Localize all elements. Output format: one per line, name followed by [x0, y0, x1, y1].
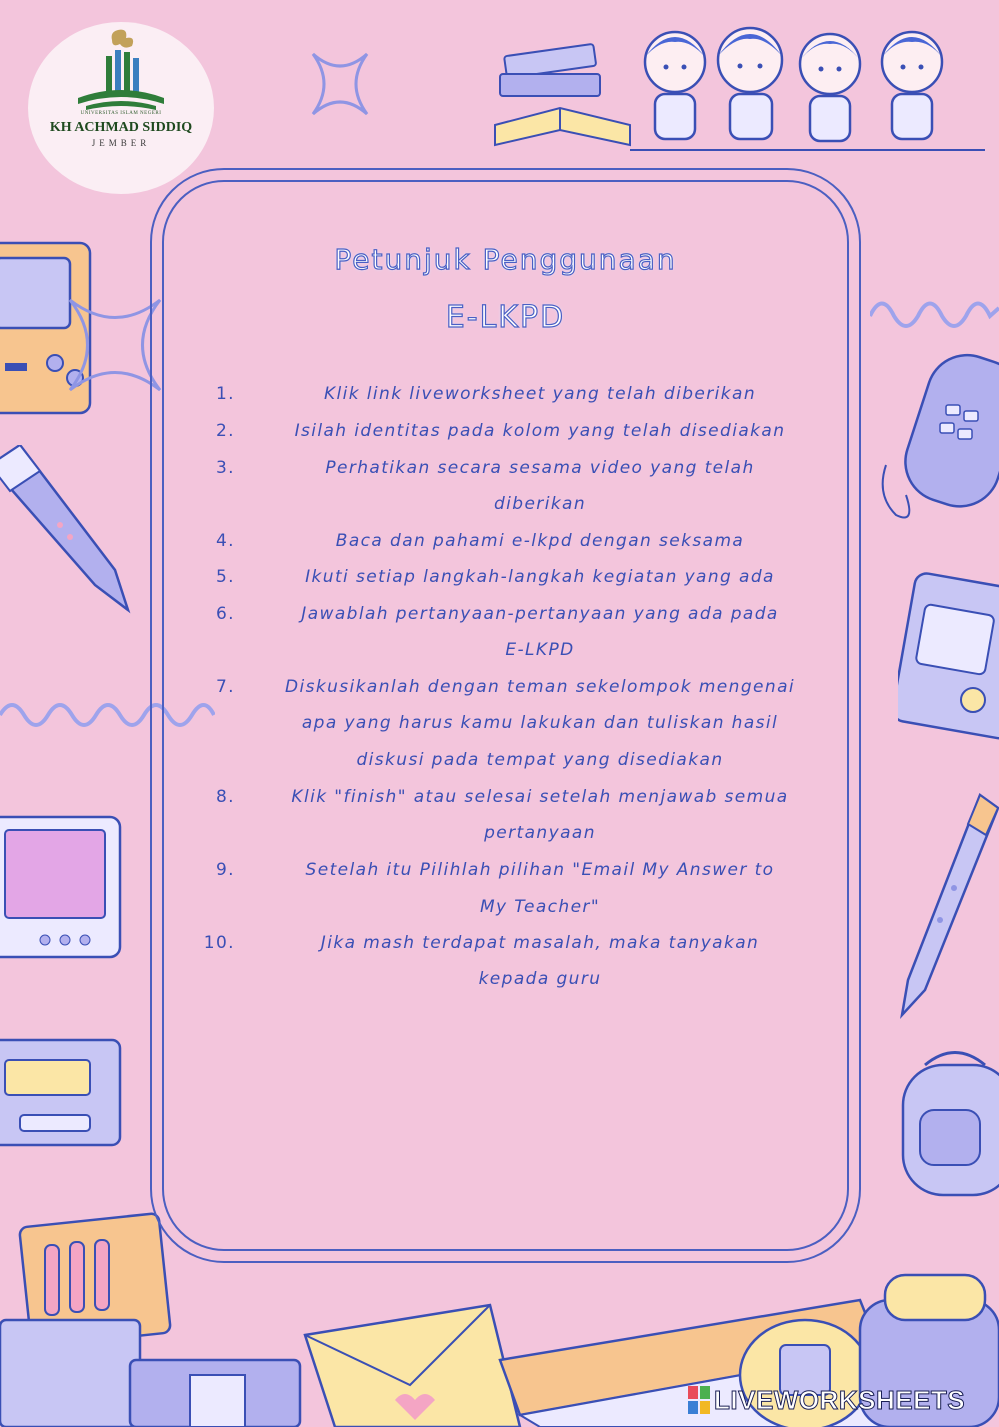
instruction-text: Baca dan pahami e-lkpd dengan seksama — [335, 531, 745, 551]
instruction-text: Klik link liveworksheet yang telah diberikan — [323, 384, 757, 404]
instruction-text: pertanyaan — [484, 823, 596, 843]
liveworksheets-logo-icon — [688, 1386, 710, 1414]
instruction-text: Diskusikanlah dengan teman sekelompok mengenai — [284, 677, 796, 697]
instruction-text: Jika mash terdapat masalah, maka tanyakan — [320, 933, 760, 953]
instruction-number: 2. — [215, 421, 235, 441]
zigzag-decoration-icon — [870, 286, 999, 336]
instruction-number: 1. — [215, 384, 235, 404]
books-icon — [490, 30, 640, 160]
children-illustration-icon — [630, 12, 985, 162]
instruction-number: 4. — [215, 531, 235, 551]
backpack-icon — [895, 1040, 999, 1200]
logo-university-line: UNIVERSITAS ISLAM NEGERI — [80, 111, 162, 116]
instruction-number: 10. — [203, 933, 235, 953]
instruction-number: 6. — [215, 604, 235, 624]
university-logo — [28, 22, 214, 194]
instruction-number: 5. — [215, 567, 235, 587]
instruction-text: My Teacher" — [479, 897, 601, 917]
instruction-text: apa yang harus kamu lakukan dan tuliskan hasil — [301, 713, 779, 733]
instruction-text: Ikuti setiap langkah-langkah kegiatan yang ada — [305, 567, 775, 587]
instruction-text: Jawablah pertanyaan-pertanyaan yang ada pada — [301, 604, 779, 624]
instruction-number: 7. — [215, 677, 235, 697]
telephone-icon — [876, 345, 999, 530]
instruction-text: Setelah itu Pilihlah pilihan "Email My Answer to — [305, 860, 775, 880]
logo-city: JEMBER — [91, 138, 151, 148]
instruction-number: 8. — [215, 787, 235, 807]
liveworksheets-watermark — [688, 1380, 965, 1420]
cassette-tape-icon — [0, 1030, 130, 1155]
instruction-text: diberikan — [493, 494, 587, 514]
instruction-text: Perhatikan secara sesama video yang telah — [325, 458, 755, 478]
instruction-number: 3. — [215, 458, 235, 478]
sparkle-icon — [305, 48, 375, 120]
pen-icon — [0, 445, 135, 615]
watermark-text: LIVEWORKSHEETS — [714, 1384, 966, 1415]
instruction-text: E-LKPD — [505, 640, 575, 660]
pen-icon — [890, 790, 999, 1020]
instruction-text: Klik "finish" atau selesai setelah menjawab semua — [291, 787, 789, 807]
instruction-text: diskusi pada tempat yang disediakan — [356, 750, 724, 770]
page-subtitle: E-LKPD — [445, 300, 566, 335]
retro-computer-icon — [0, 812, 130, 962]
radio-player-icon — [898, 570, 999, 740]
university-emblem-icon — [76, 26, 166, 112]
instruction-number: 9. — [215, 860, 235, 880]
instruction-text: Isilah identitas pada kolom yang telah disediakan — [294, 421, 786, 441]
instruction-text: kepada guru — [478, 969, 602, 989]
page-title: Petunjuk Penggunaan — [334, 243, 677, 276]
logo-university-name: KH ACHMAD SIDDIQ — [49, 120, 193, 135]
